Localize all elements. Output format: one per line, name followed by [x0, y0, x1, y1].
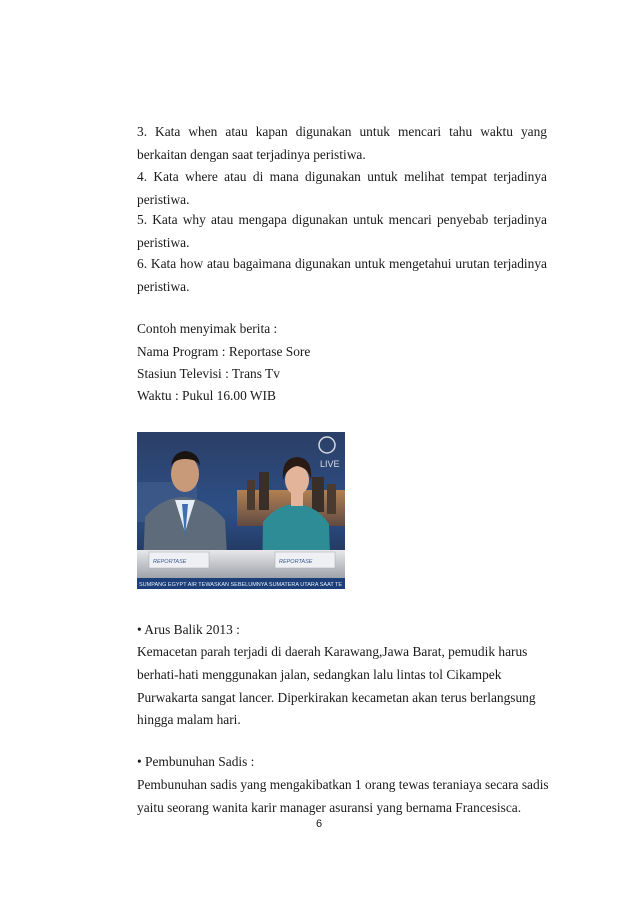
page-number: 6: [315, 818, 323, 830]
news-body-arus-balik: Kemacetan parah terjadi di daerah Karawang,Jawa Barat, pemudik harus berhati-hati menggunakan jalan, sedangkan lalu lintas tol Cikampek Purwakarta sangat lancer. Diperkirakan kecametan akan terus berlangsung hingga malam hari.: [137, 644, 536, 728]
list-item-how: 6. Kata how atau bagaimana digunakan untuk mengetahui urutan terjadinya peristiwa.: [137, 256, 547, 294]
news-broadcast-photo: [137, 432, 345, 589]
svg-text:LIVE: LIVE: [320, 459, 340, 469]
example-time: Waktu : Pukul 16.00 WIB: [137, 388, 276, 403]
svg-text:REPORTASE: REPORTASE: [153, 559, 187, 565]
news-title-arus-balik: • Arus Balik 2013 :: [137, 622, 240, 637]
news-title-pembunuhan: • Pembunuhan Sadis :: [137, 754, 255, 769]
svg-text:SUMPANG EGYPT AIR TEWASKAN SEB: SUMPANG EGYPT AIR TEWASKAN SEBELUMNYA SUMATERA UTARA SAAT TE: [139, 582, 343, 588]
list-item-where: 4. Kata where atau di mana digunakan untuk melihat tempat terjadinya peristiwa.: [137, 169, 547, 207]
list-item-why: 5. Kata why atau mengapa digunakan untuk mencari penyebab terjadinya peristiwa.: [137, 212, 547, 250]
example-station: Stasiun Televisi : Trans Tv: [137, 366, 280, 381]
example-program: Nama Program : Reportase Sore: [137, 344, 311, 359]
list-item-when: 3. Kata when atau kapan digunakan untuk mencari tahu waktu yang berkaitan dengan saat terjadinya peristiwa.: [137, 124, 547, 162]
example-heading: Contoh menyimak berita :: [137, 321, 278, 336]
news-body-pembunuhan: Pembunuhan sadis yang mengakibatkan 1 orang tewas teraniaya secara sadis yaitu seorang wanita karir manager asuransi yang bernama Francesisca.: [137, 777, 549, 815]
svg-text:REPORTASE: REPORTASE: [279, 559, 313, 565]
